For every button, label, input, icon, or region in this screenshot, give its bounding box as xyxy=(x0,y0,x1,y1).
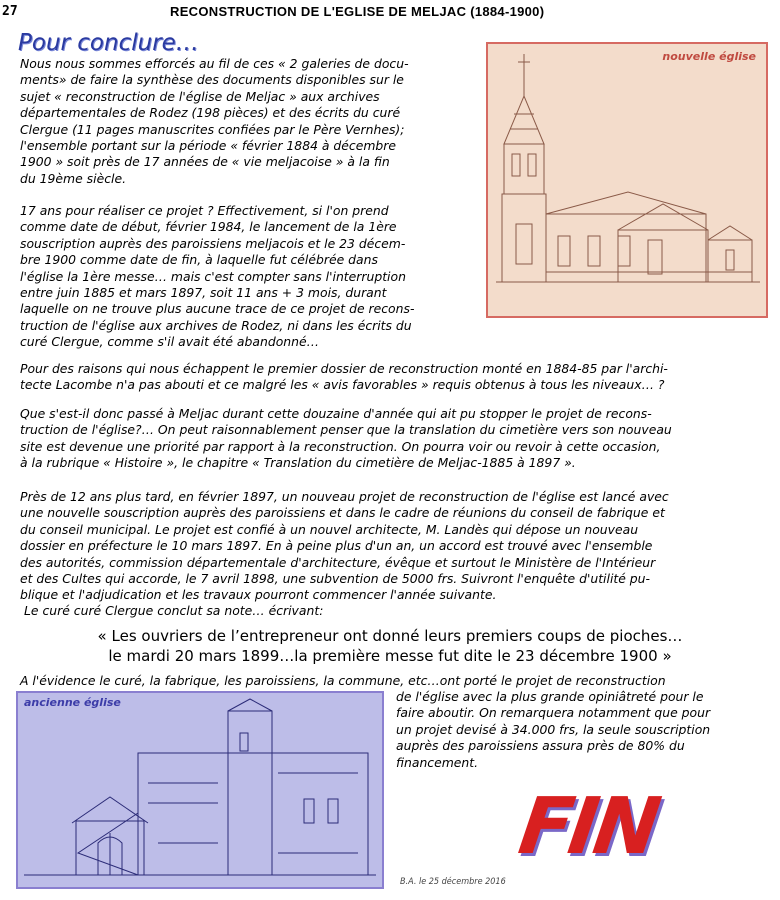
closing-line-1: A l'évidence le curé, la fabrique, les paroissiens, la commune, etc…ont porté le projet de reconstruction xyxy=(20,673,666,688)
paragraph-4: Que s'est-il donc passé à Meljac durant cette douzaine d'année qui ait pu stopper le projet de recons- truction de l'église?… On peut raisonnablement penser que la translation du cimetière vers son nouveau site est devenue une priorité par rapport à la reconstruction. On pourra voir ou revoir à cette occasion, à la rubrique « Histoire », le chapitre « Translation du cimetière de Meljac-1885 à 1897 ». xyxy=(20,406,672,471)
old-church-drawing xyxy=(18,693,382,887)
paragraph-2: 17 ans pour réaliser ce projet ? Effectivement, si l'on prend comme date de début, février 1984, le lancement de la 1ère souscription auprès des paroissiens meljacois et le 23 décem- bre 1900 comme date de fin, à laquelle fut célébrée dans l'église la 1ère messe… mais c'est compter sans l'interruption entre juin 1885 et mars 1897, soit 11 ans + 3 mois, durant laquelle on ne trouve plus aucune trace de ce projet de recons- truction de l'église aux archives de Rodez, ni dans les écrits du curé Clergue, comme s'il avait été abandonné… xyxy=(20,203,415,350)
cure-quote: « Les ouvriers de l’entrepreneur ont donné leurs premiers coups de pioches… le mardi 20 mars 1899…la première messe fut dite le 23 décembre 1900 » xyxy=(97,627,683,665)
section-title: Pour conclure… xyxy=(18,30,199,56)
paragraph-1: Nous nous sommes efforcés au fil de ces « 2 galeries de docu- ments» de faire la synthèse des documents disponibles sur le sujet « reconstruction de l'église de Meljac » aux archives départementales de Rodez (198 pièces) et des écrits du curé Clergue (11 pages manuscrites confiées par le Père Vernhes); l'ensemble portant sur la période « février 1884 à décembre 1900 » soit près de 17 années de « vie meljacoise » à la fin du 19ème siècle. xyxy=(20,56,409,186)
old-church-label: ancienne église xyxy=(24,696,121,709)
closing-text: de l'église avec la plus grande opiniâtreté pour le faire aboutir. On remarquera notamment que pour un projet devisé à 34.000 frs, la seule souscription auprès des paroissiens assura près de 80% du financement. xyxy=(396,689,711,770)
new-church-drawing xyxy=(488,44,766,316)
signature: B.A. le 25 décembre 2016 xyxy=(400,877,506,887)
fin-title: FIN xyxy=(513,782,662,872)
new-church-image xyxy=(486,42,768,318)
page-number: 27 xyxy=(2,4,18,19)
paragraph-3: Pour des raisons qui nous échappent le premier dossier de reconstruction monté en 1884-85 par l'archi- tecte Lacombe n'a pas abouti et ce malgré les « avis favorables » requis obtenus à tous les niveaux… ? xyxy=(20,361,668,393)
new-church-label: nouvelle église xyxy=(662,50,756,63)
page-header: RECONSTRUCTION DE L'EGLISE DE MELJAC (1884-1900) xyxy=(170,4,545,19)
old-church-image xyxy=(16,691,384,889)
paragraph-5: Près de 12 ans plus tard, en février 1897, un nouveau projet de reconstruction de l'église est lancé avec une nouvelle souscription auprès des paroissiens et dans le cadre de réunions du conseil de fabrique et du conseil municipal. Le projet est confié à un nouvel architecte, M. Landès qui dépose un nouveau dossier en préfecture le 10 mars 1897. En à peine plus d'un an, un accord est trouvé avec l'ensemble des autorités, commission départementale d'architecture, évêque et surtout le Ministère de l'Intérieur et des Cultes qui accorde, le 7 avril 1898, une subvention de 5000 frs. Suivront l'enquête d'utilité pu- blique et l'adjudication et les travaux pourront commencer l'année suivante. xyxy=(20,489,669,603)
paragraph-6: Le curé curé Clergue conclut sa note… écrivant: xyxy=(24,603,324,618)
